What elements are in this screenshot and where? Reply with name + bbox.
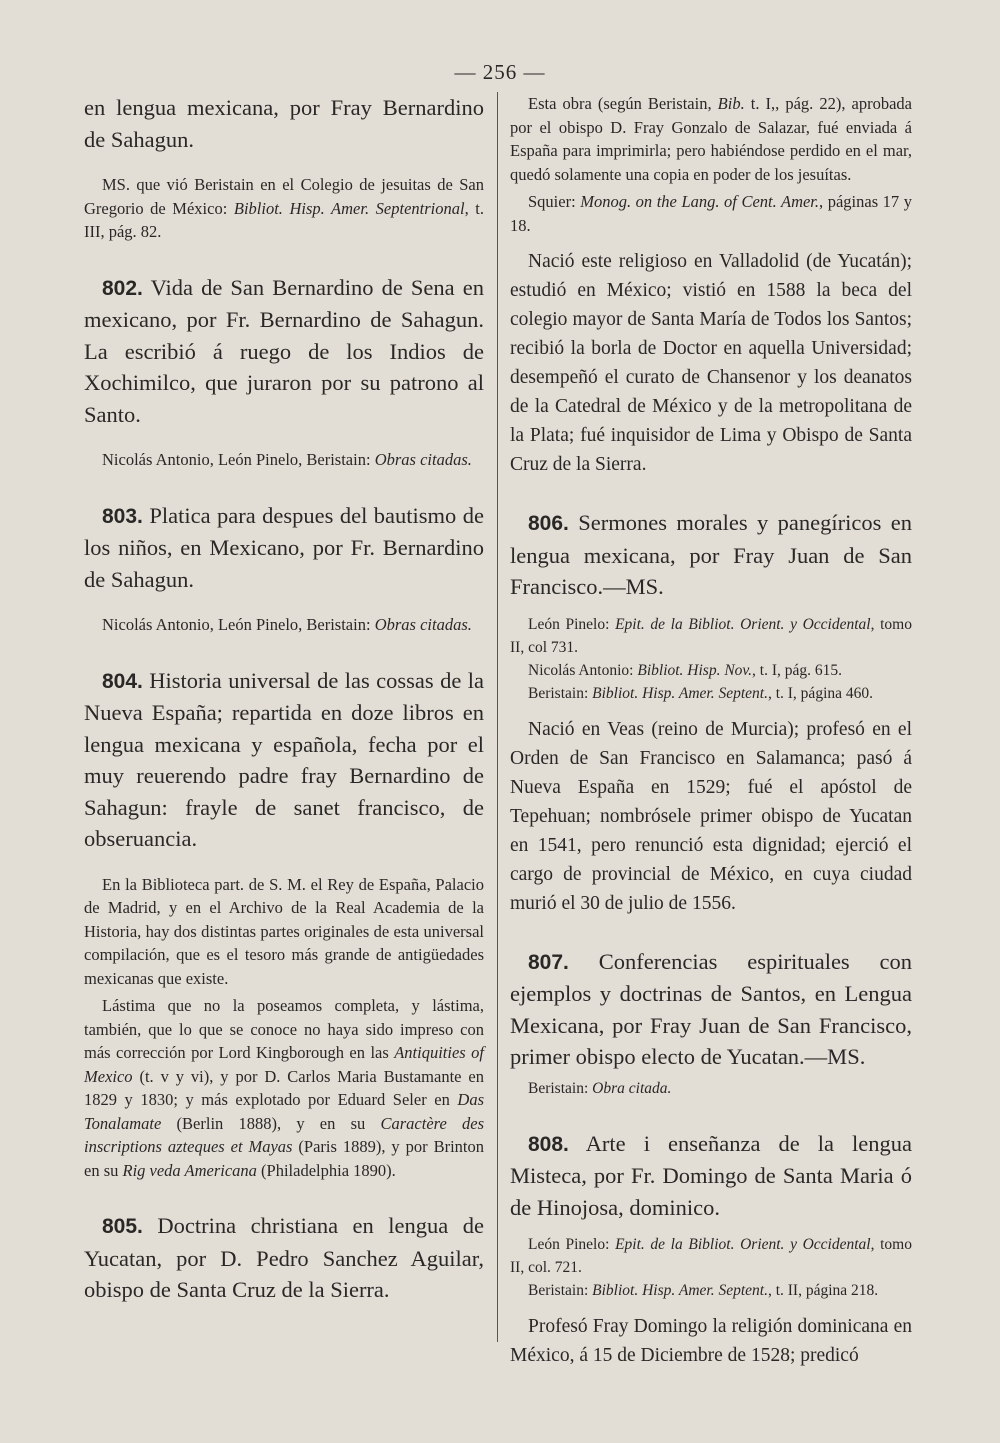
- entry-803-reference: Nicolás Antonio, León Pinelo, Beristain: Obras citadas.: [102, 615, 472, 634]
- entry-number: 807.: [528, 950, 569, 974]
- entry-806-biography: Nació en Veas (reino de Murcia); profesó en el Orden de San Francisco en Salamanca; pasó á Nueva España en 1529; fué el apóstol de Tepehuan; nombrósele primer obispo de Yucatan en 1541, pero renunció esta dignidad; ejerció el cargo de provincial de México, en cuya ciudad murió el 30 de julio de 1556.: [510, 718, 912, 914]
- entry-number: 802.: [102, 276, 143, 300]
- entry-802-title: 802. Vida de San Bernardino de Sena en mexicano, por Fr. Bernardino de Sahagun. La escribió á ruego de los Indios de Xochimilco, que juraron por su patrono al Santo.: [84, 274, 484, 427]
- entry-805-title: 805. Doctrina christiana en lengua de Yucatan, por D. Pedro Sanchez Aguilar, obispo de Santa Cruz de la Sierra.: [84, 1213, 484, 1302]
- entry-802-reference: Nicolás Antonio, León Pinelo, Beristain: Obras citadas.: [102, 450, 472, 469]
- right-column: [510, 92, 912, 1370]
- entry-806-reference: Nicolás Antonio: Bibliot. Hisp. Nov., t. I, pág. 615.: [528, 661, 843, 679]
- entry-805-biography: Nació este religioso en Valladolid (de Yucatán); estudió en México; vistió en 1588 la beca del colegio mayor de Santa María de Todos los Santos; recibió la borla de Doctor en aquella Universidad; desempeñó el curato de Chansenor y los deanatos de la Catedral de México y de la metropolitana de la Plata; fué inquisidor de Lima y Obispo de Santa Cruz de la Sierra.: [510, 251, 912, 475]
- entry-reference: MS. que vió Beristain en el Colegio de jesuitas de San Gregorio de México: Bibliot. Hisp. Amer. Septentrional, t. III, pág. 82.: [84, 175, 484, 241]
- entry-continuation: en lengua mexicana, por Fray Bernardino de Sahagun.: [84, 95, 484, 152]
- entry-number: 803.: [102, 504, 143, 528]
- left-column: [84, 92, 484, 1306]
- entry-808-reference: León Pinelo: Epit. de la Bibliot. Orient. y Occidental, tomo II, col. 721.: [510, 1236, 912, 1276]
- entry-808-reference: Beristain: Bibliot. Hisp. Amer. Septent., t. II, página 218.: [528, 1282, 879, 1299]
- entry-number: 806.: [528, 512, 569, 535]
- page-number: — 256 —: [454, 60, 546, 84]
- entry-number: 808.: [528, 1132, 569, 1156]
- entry-804-note: Lástima que no la poseamos completa, y lástima, también, que lo que se conoce no haya sido impreso con más corrección por Lord Kingborough en las Antiquities of Mexico (t. v y vi), y por D. Carlos Maria Bustamante en 1829 y 1830; y más explotado por Eduard Seler en Das Tonalamate (Berlin 1888), y en su Caractère des inscriptions azteques et Mayas (Paris 1889), y por Brinton en su Rig veda Americana (Philadelphia 1890).: [84, 996, 484, 1180]
- entry-806-reference: Beristain: Bibliot. Hisp. Amer. Septent., t. I, página 460.: [528, 684, 874, 702]
- entry-804-note: En la Biblioteca part. de S. M. el Rey de España, Palacio de Madrid, y en el Archivo de la Real Academia de la Historia, hay dos distintas partes originales de esta universal compilación, que es el tesoro más grande de antigüedades mexicanas que existe.: [84, 874, 484, 988]
- entry-805-reference: Squier: Monog. on the Lang. of Cent. Amer., páginas 17 y 18.: [510, 192, 912, 235]
- entry-808-title: 808. Arte i enseñanza de la lengua Misteca, por Fr. Domingo de Santa Maria ó de Hinojosa, dominico.: [510, 1130, 913, 1220]
- entry-806-title: 806. Sermones morales y panegíricos en lengua mexicana, por Fray Juan de San Francisco.—MS.: [510, 510, 912, 599]
- entry-number: 805.: [102, 1215, 143, 1238]
- entry-807-reference: Beristain: Obra citada.: [528, 1079, 672, 1097]
- entry-807-title: 807. Conferencias espirituales con ejemplos y doctrinas de Santos, en Lengua Mexicana, por Fray Juan de San Francisco, primer obispo electo de Yucatan.—MS.: [510, 948, 913, 1069]
- entry-805-note: Esta obra (según Beristain, Bib. t. I,, pág. 22), aprobada por el obispo D. Fray Gonzalo de Salazar, fué enviada á España para imprimirla; pero habiéndose perdido en el mar, quedó solamente una copia en poder de los jesuítas.: [510, 94, 912, 184]
- entry-804-title: 804. Historia universal de las cossas de la Nueva España; repartida en doze libros en lengua mexicana y española, fecha por el muy reuerendo padre fray Bernardino de Sahagun: frayle de sanet francisco, de obseruancia.: [84, 667, 484, 851]
- entry-808-biography: Profesó Fray Domingo la religión dominicana en México, á 15 de Diciembre de 1528; predicó: [510, 1316, 912, 1366]
- column-divider: [497, 92, 498, 1342]
- entry-number: 804.: [102, 669, 143, 693]
- entry-806-reference: León Pinelo: Epit. de la Bibliot. Orient. y Occidental, tomo II, col 731.: [510, 615, 912, 656]
- entry-803-title: 803. Platica para despues del bautismo de los niños, en Mexicano, por Fr. Bernardino de Sahagun.: [84, 502, 484, 592]
